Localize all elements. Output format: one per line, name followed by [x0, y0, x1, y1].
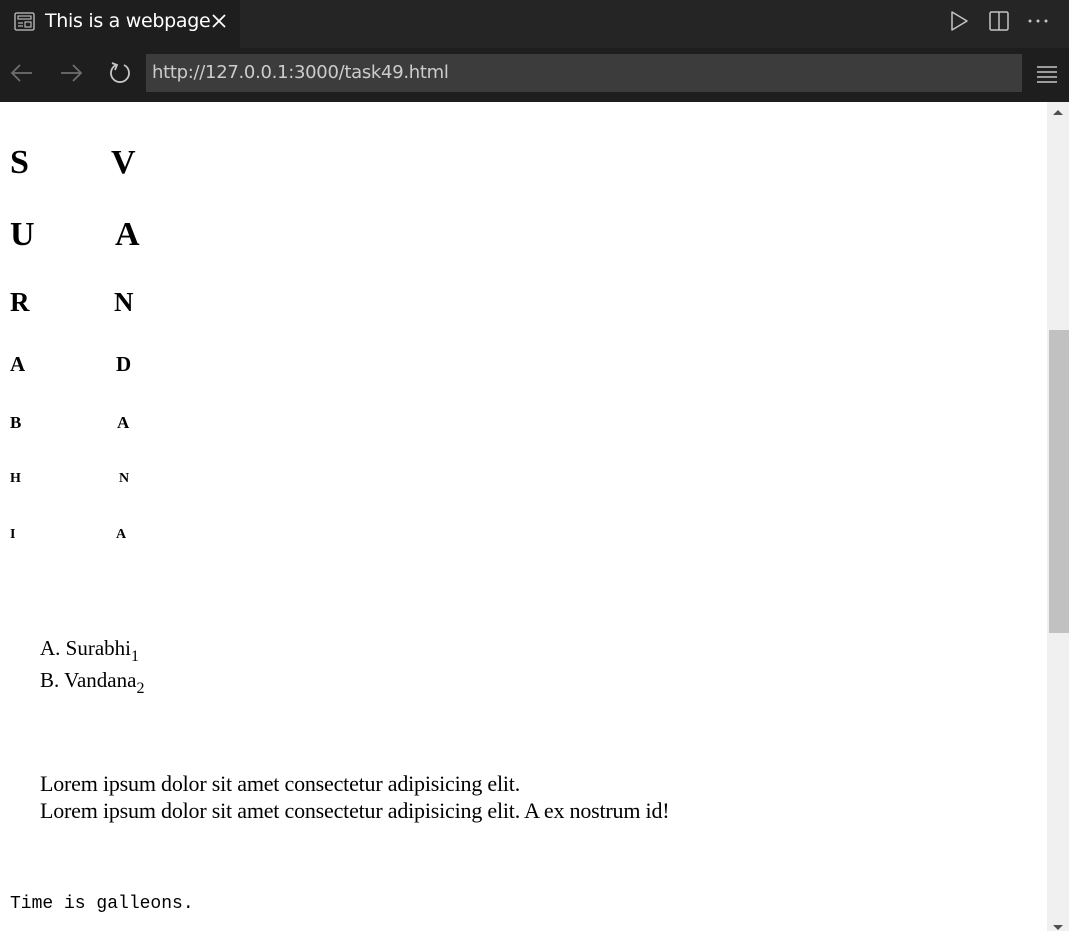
- heading-left: B: [10, 413, 22, 432]
- subscript: 2: [136, 680, 145, 697]
- subscript: 1: [131, 648, 139, 665]
- arrow-left-icon[interactable]: [9, 60, 35, 86]
- reload-icon[interactable]: [107, 60, 133, 86]
- heading-left: I: [10, 527, 16, 542]
- heading-right: A: [115, 216, 140, 253]
- tab-title: This is a webpage: [45, 10, 211, 32]
- monospace-text: Time is galleons.: [10, 894, 194, 914]
- list-marker: B.: [40, 668, 60, 692]
- run-icon[interactable]: [948, 10, 970, 32]
- vertical-scrollbar[interactable]: [1047, 102, 1069, 931]
- list-item: [40, 664, 144, 696]
- heading-left: R: [10, 287, 30, 317]
- list-item-text: Surabhi: [65, 636, 131, 660]
- close-icon[interactable]: [210, 12, 228, 30]
- heading-right: A: [117, 413, 130, 432]
- heading-right: D: [116, 352, 132, 376]
- arrow-right-icon[interactable]: [58, 60, 84, 86]
- page-content: [0, 102, 1047, 931]
- webpage-icon: [14, 12, 35, 31]
- scroll-up-arrow-icon[interactable]: [1053, 110, 1063, 115]
- tab-active[interactable]: [0, 0, 240, 48]
- browser-toolbar: [0, 48, 1069, 102]
- heading-right: N: [119, 471, 130, 486]
- scroll-thumb[interactable]: [1049, 330, 1069, 633]
- heading-left: A: [10, 352, 26, 376]
- split-editor-icon[interactable]: [988, 10, 1010, 32]
- more-actions-icon[interactable]: [1027, 10, 1049, 32]
- paragraph: [40, 770, 669, 824]
- heading-left: U: [10, 216, 35, 253]
- ordered-list: [40, 632, 144, 696]
- heading-right: V: [111, 144, 136, 181]
- scroll-down-arrow-icon[interactable]: [1053, 925, 1063, 930]
- paragraph-line: Lorem ipsum dolor sit amet consectetur adipisicing elit.: [40, 771, 521, 796]
- heading-left: H: [10, 471, 21, 486]
- list-item-text: Vandana: [64, 668, 137, 692]
- hamburger-menu-icon[interactable]: [1036, 63, 1058, 85]
- url-input[interactable]: http://127.0.0.1:3000/task49.html: [146, 54, 1022, 92]
- heading-left: S: [10, 144, 29, 181]
- tab-bar: [0, 0, 1069, 48]
- list-marker: A.: [40, 636, 61, 660]
- paragraph-line: Lorem ipsum dolor sit amet consectetur adipisicing elit. A ex nostrum id!: [40, 798, 670, 823]
- list-item: [40, 632, 144, 664]
- heading-right: A: [116, 527, 127, 542]
- heading-right: N: [114, 287, 134, 317]
